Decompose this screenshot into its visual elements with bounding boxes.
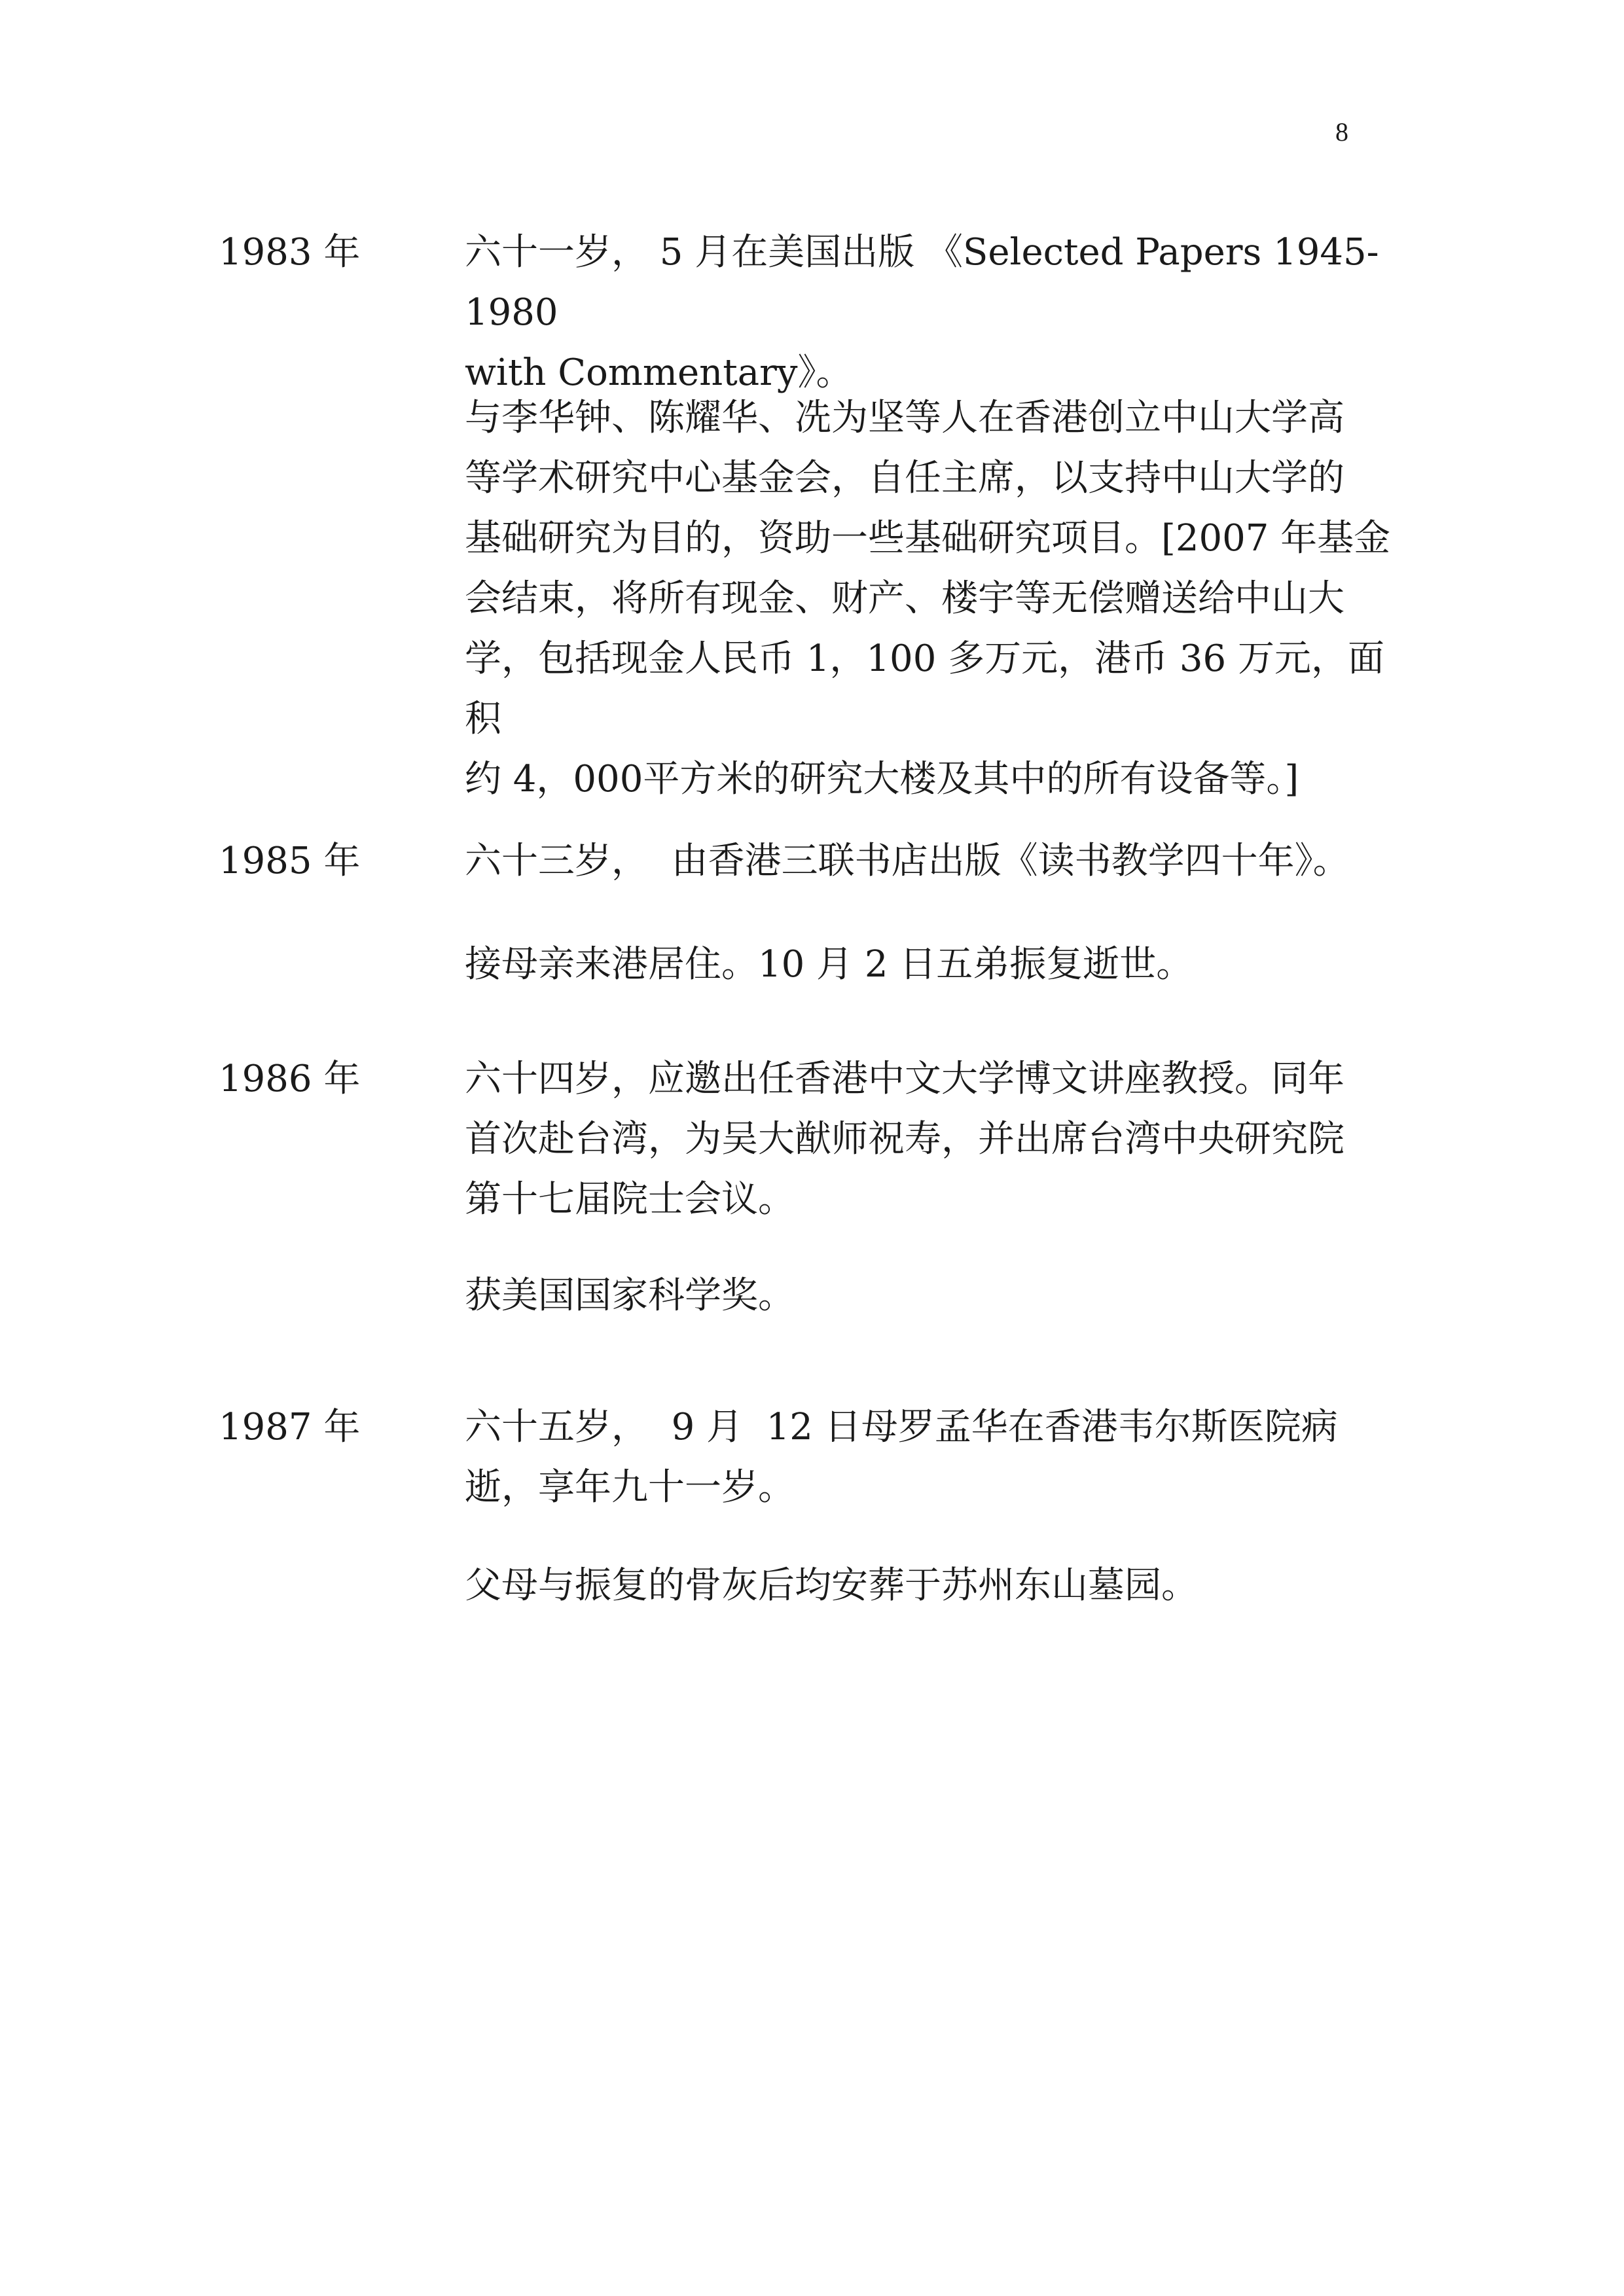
entry-paragraph: 获美国国家科学奖。 [465,1274,795,1317]
entry-year: 1987 年 [219,1406,361,1448]
entry-year: 1983 年 [219,231,361,274]
entry-paragraph: 与李华钟、陈耀华、冼为坚等人在香港创立中山大学高 等学术研究中心基金会，自任主席，以支持中山大学的 基础研究为目的，资助一些基础研究项目。[2007 年基金 会结束，将所有现金、财产、楼宇等无偿赠送给中山大 学，包括现金人民币 1，100 多万元，港币 36 万元，面积 约 4，000平方米的研究大楼及其中的所有设备等。] [465,397,1391,800]
entry-year: 1985 年 [219,840,361,882]
entry-paragraph: 六十五岁， 9 月 12 日母罗孟华在香港韦尔斯医院病 逝，享年九十一岁。 [465,1406,1338,1509]
entry-paragraph: 六十一岁， 5 月在美国出版 《Selected Papers 1945-1980 with Commentary》。 [465,231,1379,394]
entry-paragraph: 六十三岁， 由香港三联书店出版《读书教学四十年》。 [465,840,1350,882]
entry-paragraph: 六十四岁，应邀出任香港中文大学博文讲座教授。同年 首次赴台湾，为吴大猷师祝寿，并出席台湾中央研究院 第十七届院士会议。 [465,1058,1344,1221]
entry-paragraph: 接母亲来港居住。10 月 2 日五弟振复逝世。 [465,943,1193,986]
page-number: 8 [1335,117,1348,147]
entry-paragraph: 父母与振复的骨灰后均安葬于苏州东山墓园。 [465,1564,1198,1607]
entry-year: 1986 年 [219,1058,361,1100]
